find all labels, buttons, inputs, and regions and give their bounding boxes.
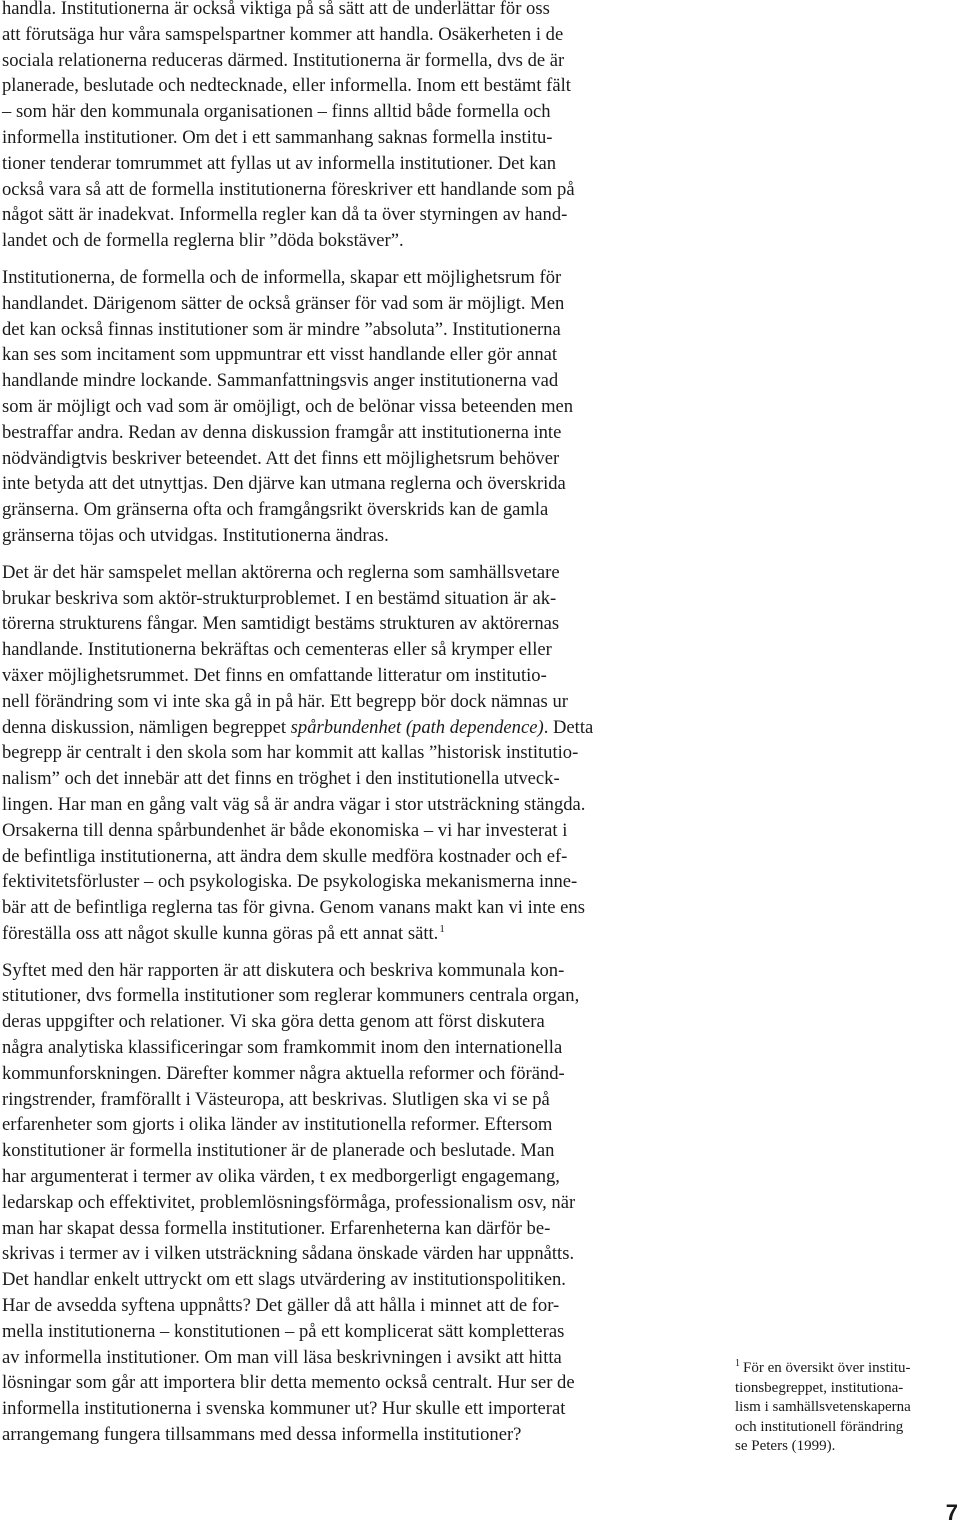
page-number: 7 bbox=[945, 1500, 958, 1525]
footnote-text: För en översikt över institu- tionsbegreppet, institutiona- lism i samhällsvetenskaperna och institutionell förändring se Peters (1999). bbox=[735, 1360, 911, 1455]
term-path-dependence: spårbundenhet (path dependence) bbox=[290, 716, 544, 738]
footnote bbox=[735, 1359, 955, 1457]
paragraph-3-text-before: Det är det här samspelet mellan aktörerna och reglerna som samhällsvetare brukar beskriva som aktör-strukturproblemet. I en bestämd situation är ak- törerna strukturens fångar. Men samtidigt bestäms strukturen av aktörernas handlande. Institutionerna bekräftas och cementeras eller så krymper eller växer möjlighetsrummet. Det finns en omfattande litteratur om institutio- nell förändring som vi inte ska gå in på här. Ett begrepp bör dock nämnas ur denna diskussion, nämligen begreppet bbox=[2, 561, 568, 738]
footnote-reference[interactable]: 1 bbox=[439, 922, 445, 935]
paragraph-4: Syftet med den här rapporten är att diskutera och beskriva kommunala kon- stitutioner, dvs formella institutioner som reglerar kommuners centrala organ, deras uppgifter och relationer. Vi ska göra detta genom att först diskutera några analytiska klassificeringar som framkommit inom den internationella kommunforskningen. Därefter kommer några aktuella reformer och föränd- ringstrender, framförallt i Västeuropa, att beskrivas. Slutligen ska vi se på erfarenheter som gjorts i olika länder av institutionella reformer. Eftersom konstitutioner är formella institutioner är de planerade och beslutade. Man har argumenterat i termer av olika värden, t ex medborgerligt engagemang, ledarskap och effektivitet, problemlösningsförmåga, professionalism osv, när man har skapat dessa formella institutioner. Erfarenheterna kan därför be- skrivas i termer av i vilken utsträckning sådana önskade värden har uppnåtts. Det handlar enkelt uttryckt om ett slags utvärdering av institutionspolitiken. Har de avsedda syftena uppnåtts? Det gäller då att hålla i minnet att de for- mella institutionerna – konstitutionen – på ett komplicerat sätt kompletteras av informella institutioner. Om man vill läsa beskrivningen i avsikt att hitta lösningar som går att importera blir detta memento också centralt. Hur ser de informella institutionerna i svenska kommuner ut? Hur skulle ett importerat arrangemang fungera tillsammans med dessa informella institutioner? bbox=[2, 959, 580, 1446]
footnote-marker: 1 bbox=[735, 1358, 740, 1369]
paragraph-1: handla. Institutionerna är också viktiga på så sätt att de underlättar för oss att förutsäga hur våra samspelspartner kommer att handla. Osäkerheten i de sociala relationerna reduceras därmed. Institutionerna är formella, dvs de är planerade, beslutade och nedtecknade, eller informella. Inom ett bestämt fält – som här den kommunala organisationen – finns alltid både formella och informella institutioner. Om det i ett sammanhang saknas formella institu- tioner tenderar tomrummet att fyllas ut av informella institutioner. Det kan också vara så att de formella institutionerna föreskriver ett handlande som på något sätt är inadekvat. Informella regler kan då ta över styrningen av hand- landet och de formella reglerna blir ”döda bokstäver”. bbox=[2, 0, 575, 252]
paragraph-2: Institutionerna, de formella och de informella, skapar ett möjlighetsrum för handlandet. Därigenom sätter de också gränser för vad som är möjligt. Men det kan också finnas institutioner som är mindre ”absoluta”. Institutionerna kan ses som incitament som uppmuntrar ett visst handlande eller gör annat handlande mindre lockande. Sammanfattningsvis anger institutionerna vad som är möjligt och vad som är omöjligt, och de belönar vissa beteenden men bestraffar andra. Redan av denna diskussion framgår att institutionerna inte nödvändigtvis beskriver beteendet. Att det finns ett möjlighetsrum behöver inte betyda att det utnyttjas. Den djärve kan utmana reglerna och överskrida gränserna. Om gränserna ofta och framgångsrikt överskrids kan de gamla gränserna töjas och utvidgas. Institutionerna ändras. bbox=[2, 266, 574, 546]
paragraph-3-text-after: . Detta begrepp är centralt i den skola som har kommit att kallas ”historisk institutio- nalism” och det innebär att det finns en tröghet i den institutionella utveck- lingen. Har man en gång valt väg så är andra vägar i stor utsträckning stängda. Orsakerna till denna spårbundenhet är både ekonomiska – vi har investerat i de befintliga institutionerna, att ändra dem skulle medföra kostnader och ef- fektivitetsförluster – och psykologiska. De psykologiska mekanismerna inne- bär att de befintliga reglerna tas för givna. Genom vanans makt kan vi inte ens föreställa oss att något skulle kunna göras på ett annat sätt. bbox=[2, 716, 594, 944]
main-text-column bbox=[2, 0, 694, 1459]
paragraph-3 bbox=[2, 560, 694, 947]
